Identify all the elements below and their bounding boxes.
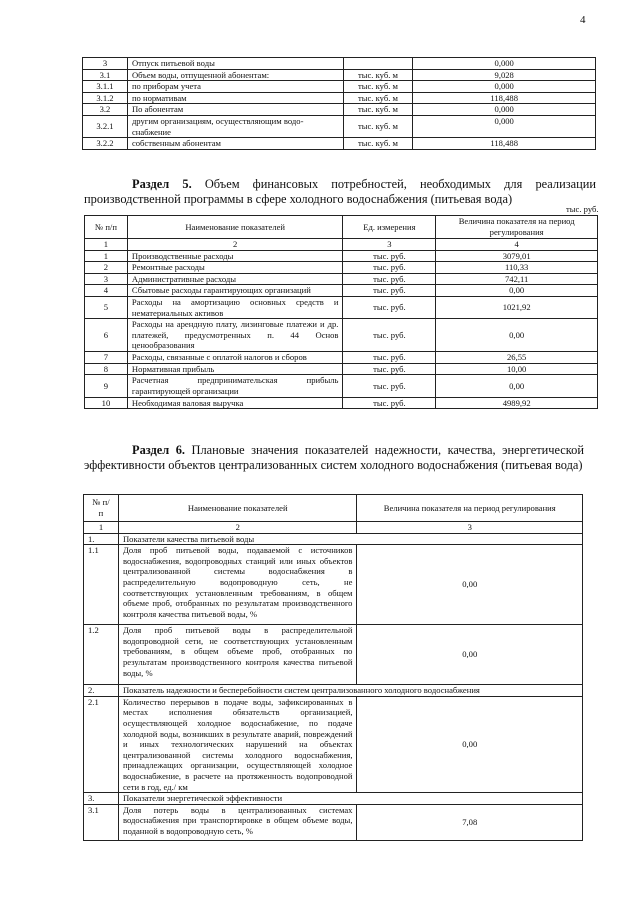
- table-row: [83, 81, 596, 93]
- section5-title: Объем финансовых потребностей, необходимых для реализации производственной программы в сфере холодного водоснабжения (питьевая вода): [84, 177, 596, 206]
- row-number: 3.1.2: [83, 92, 128, 104]
- row-value: 0,00: [357, 545, 583, 625]
- header-unit: Ед. измерения: [343, 216, 436, 239]
- row-number: 1.2: [84, 625, 119, 685]
- row-value: 1021,92: [436, 296, 598, 318]
- row-name: Производственные расходы: [127, 250, 343, 262]
- financial-needs-table: [84, 215, 598, 409]
- row-unit: тыс. куб. м: [343, 69, 413, 81]
- row-value: 0,000: [413, 104, 596, 116]
- row-unit: тыс. руб.: [343, 262, 436, 274]
- row-number: 7: [85, 352, 128, 364]
- col-number: 2: [127, 239, 343, 251]
- row-value: 110,33: [436, 262, 598, 274]
- header-name: Наименование показателей: [118, 495, 357, 522]
- row-value: 9,028: [413, 69, 596, 81]
- row-unit: тыс. руб.: [343, 273, 436, 285]
- row-number: 9: [85, 375, 128, 397]
- row-value: 0,00: [357, 625, 583, 685]
- row-number: 2: [85, 262, 128, 274]
- group-number: 3.: [84, 793, 119, 805]
- section5-label: Раздел 5.: [132, 177, 192, 191]
- row-unit: тыс. руб.: [343, 352, 436, 364]
- table-row: [84, 804, 583, 840]
- header-value: Величина показателя на период регулирования: [436, 216, 598, 239]
- table-row: [83, 92, 596, 104]
- col-number: 1: [85, 239, 128, 251]
- row-unit: тыс. руб.: [343, 397, 436, 409]
- group-row-energy: [84, 793, 583, 805]
- row-number: 8: [85, 363, 128, 375]
- table-row: [85, 352, 598, 364]
- table-row: [85, 273, 598, 285]
- row-number: 3.1: [84, 804, 119, 840]
- table-row: [83, 115, 596, 137]
- row-unit: тыс. руб.: [343, 285, 436, 297]
- section6-label: Раздел 6.: [132, 443, 186, 457]
- row-unit: тыс. куб. м: [343, 81, 413, 93]
- row-value: 0,00: [357, 696, 583, 792]
- row-unit: тыс. руб.: [343, 375, 436, 397]
- section6-heading: [84, 443, 584, 473]
- header-num: № п/п: [85, 216, 128, 239]
- row-value: 0,00: [436, 319, 598, 352]
- row-value: 118,488: [413, 92, 596, 104]
- row-name: Необходимая валовая выручка: [127, 397, 343, 409]
- group-title: Показатели качества питьевой воды: [118, 533, 582, 545]
- col-number: 3: [343, 239, 436, 251]
- col-number: 3: [357, 522, 583, 534]
- row-number: 3.2: [83, 104, 128, 116]
- row-unit: тыс. куб. м: [343, 138, 413, 150]
- row-value: 0,00: [436, 375, 598, 397]
- row-number: 4: [85, 285, 128, 297]
- section5-heading: [84, 177, 596, 207]
- row-number: 3.2.2: [83, 138, 128, 150]
- table-row: [85, 363, 598, 375]
- row-name: По абонентам: [127, 104, 343, 116]
- row-name: Ремонтные расходы: [127, 262, 343, 274]
- row-number: 2.1: [84, 696, 119, 792]
- row-number: 3: [83, 58, 128, 70]
- row-name: Объем воды, отпущенной абонентам:: [127, 69, 343, 81]
- table-row: [85, 285, 598, 297]
- row-number: 1.1: [84, 545, 119, 625]
- group-row-quality: [84, 533, 583, 545]
- col-number: 1: [84, 522, 119, 534]
- water-release-table: [82, 57, 596, 150]
- row-unit: тыс. куб. м: [343, 92, 413, 104]
- group-number: 2.: [84, 685, 119, 697]
- row-value: 0,000: [413, 81, 596, 93]
- row-name: по приборам учета: [127, 81, 343, 93]
- column-number-row: [84, 522, 583, 534]
- table-row: [84, 696, 583, 792]
- row-unit: тыс. руб.: [343, 250, 436, 262]
- row-unit: тыс. руб.: [343, 363, 436, 375]
- row-value: 10,00: [436, 363, 598, 375]
- table-row: [83, 69, 596, 81]
- table-row: [85, 296, 598, 318]
- table-row: [84, 625, 583, 685]
- row-name: собственным абонентам: [127, 138, 343, 150]
- row-unit: тыс. куб. м: [343, 115, 413, 137]
- section5-unit-note: тыс. руб.: [566, 204, 599, 214]
- row-value: 118,488: [413, 138, 596, 150]
- row-name: Нормативная прибыль: [127, 363, 343, 375]
- column-number-row: [85, 239, 598, 251]
- row-unit: тыс. руб.: [343, 319, 436, 352]
- group-title: Показатели энергетической эффективности: [118, 793, 582, 805]
- row-unit: [343, 58, 413, 70]
- table-row: [84, 545, 583, 625]
- header-value: Величина показателя на период регулирования: [357, 495, 583, 522]
- table-row: [83, 104, 596, 116]
- header-num: № п/п: [84, 495, 119, 522]
- table-row: [85, 250, 598, 262]
- row-name: Расходы, связанные с оплатой налогов и сборов: [127, 352, 343, 364]
- row-number: 3.2.1: [83, 115, 128, 137]
- table-row: [85, 375, 598, 397]
- table-row: [85, 319, 598, 352]
- row-name: Доля потерь воды в централизованных системах водоснабжения при транспортировке в общем объеме воды, поданной в водопроводную сеть, %: [118, 804, 357, 840]
- group-title: Показатель надежности и бесперебойности систем централизованного холодного водоснабжения: [118, 685, 582, 697]
- section6-title: Плановые значения показателей надежности, качества, энергетической эффективности объектов централизованных систем холодного водоснабжения (питьевая вода): [84, 443, 584, 472]
- table-row: [83, 58, 596, 70]
- row-name: Количество перерывов в подаче воды, зафиксированных в местах исполнения обязательств организацией, осуществляющей холодное водоснабжение, по подаче холодной воды, возникших в результате аварий, повреждений и иных технологических нарушений на объектах централизованной системы холодного водоснабжения, принадлежащих организации, осуществляющей холодное водоснабжение, в расчете на протяженность водопроводной сети в год, ед./ км: [118, 696, 357, 792]
- group-number: 1.: [84, 533, 119, 545]
- row-name: Доля проб питьевой воды, подаваемой с источников водоснабжения, водопроводных станций или иных объектов централизованной системы водоснабжения в распределительную водопроводную сеть, не соответствующих установленным требованиям, в общем объеме проб, отобранных по результатам производственного контроля качества питьевой воды, %: [118, 545, 357, 625]
- table-row: [85, 262, 598, 274]
- row-name: Расходы на амортизацию основных средств и нематериальных активов: [127, 296, 343, 318]
- row-value: 3079,01: [436, 250, 598, 262]
- row-value: 0,00: [436, 285, 598, 297]
- table-row: [83, 138, 596, 150]
- col-number: 2: [118, 522, 357, 534]
- row-value: 7,08: [357, 804, 583, 840]
- header-name: Наименование показателей: [127, 216, 343, 239]
- row-value: 0,000: [413, 115, 596, 137]
- row-value: 26,55: [436, 352, 598, 364]
- row-value: 0,000: [413, 58, 596, 70]
- reliability-indicators-table: [83, 494, 583, 841]
- row-number: 6: [85, 319, 128, 352]
- row-number: 3.1: [83, 69, 128, 81]
- row-name: Отпуск питьевой воды: [127, 58, 343, 70]
- row-number: 10: [85, 397, 128, 409]
- row-value: 742,11: [436, 273, 598, 285]
- row-name: Административные расходы: [127, 273, 343, 285]
- row-number: 5: [85, 296, 128, 318]
- col-number: 4: [436, 239, 598, 251]
- row-name: Доля проб питьевой воды в распределительной водопроводной сети, не соответствующих установленным требованиям, в общем объеме проб, отобранных по результатам производственного контроля качества питьевой воды, %: [118, 625, 357, 685]
- row-name: Расчетная предпринимательская прибыль гарантирующей организации: [127, 375, 343, 397]
- page-number: 4: [580, 14, 586, 26]
- table-row: [85, 397, 598, 409]
- row-number: 1: [85, 250, 128, 262]
- table-header-row: [85, 216, 598, 239]
- table-header-row: [84, 495, 583, 522]
- row-name: по нормативам: [127, 92, 343, 104]
- row-name: другим организациям, осуществляющим водо-снабжение: [127, 115, 343, 137]
- row-name: Сбытовые расходы гарантирующих организаций: [127, 285, 343, 297]
- row-value: 4989,92: [436, 397, 598, 409]
- row-unit: тыс. куб. м: [343, 104, 413, 116]
- group-row-reliability: [84, 685, 583, 697]
- row-number: 3.1.1: [83, 81, 128, 93]
- row-number: 3: [85, 273, 128, 285]
- row-unit: тыс. руб.: [343, 296, 436, 318]
- row-name: Расходы на арендную плату, лизинговые платежи и др. платежей, предусмотренных п. 44 Основ ценообразования: [127, 319, 343, 352]
